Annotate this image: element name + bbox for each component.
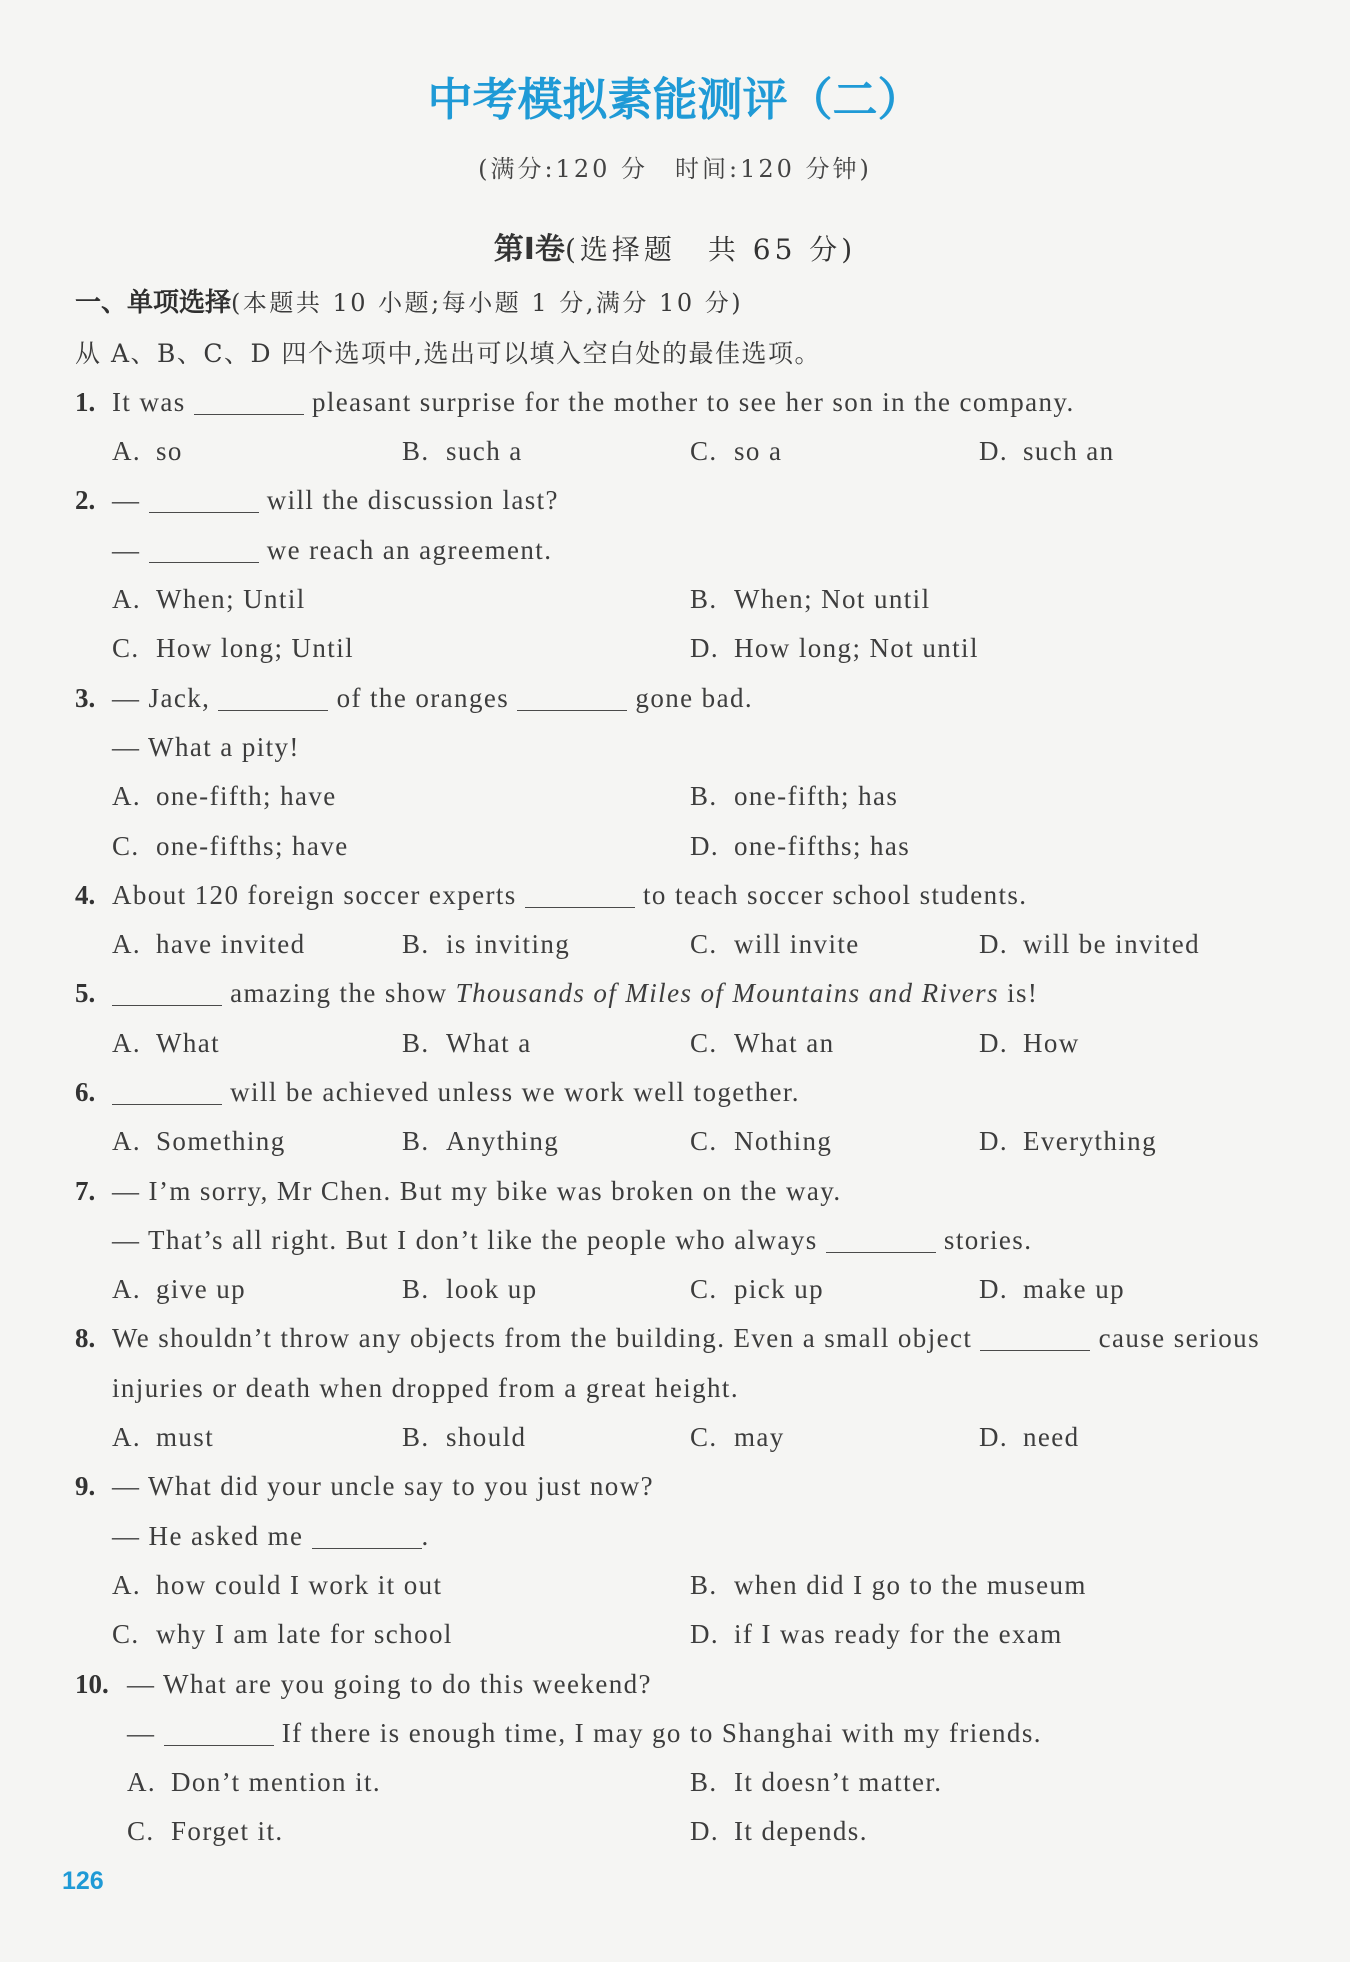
answer-blank	[112, 1104, 222, 1105]
option-text: Anything	[446, 1126, 560, 1157]
option-row	[0, 772, 1350, 821]
section-header	[0, 228, 1350, 272]
question-number: 8.	[75, 1323, 96, 1354]
question-stem-line	[0, 1068, 1350, 1117]
question-6	[0, 1068, 1350, 1167]
question-text: stories.	[935, 1224, 1033, 1255]
option-label: D.	[690, 830, 720, 861]
question-2	[0, 476, 1350, 673]
question-stem	[112, 1216, 1032, 1265]
question-stem-line	[0, 1709, 1350, 1758]
option-label: A.	[127, 1767, 157, 1798]
section-label: 第Ⅰ卷	[493, 232, 565, 267]
option-row	[0, 1561, 1350, 1610]
option-label: D.	[979, 436, 1009, 467]
answer-blank	[980, 1350, 1090, 1351]
option-row	[0, 1265, 1350, 1314]
option-text: one-fifth; have	[156, 781, 337, 812]
answer-blank	[517, 710, 627, 711]
question-stem	[112, 1512, 430, 1561]
option-label: D.	[690, 1816, 720, 1847]
option-label: A.	[112, 1569, 142, 1600]
option-text: How long; Not until	[734, 633, 979, 664]
option-label: C.	[690, 1126, 718, 1157]
question-stem	[112, 378, 1075, 427]
question-stem	[112, 1068, 800, 1117]
question-text: will be achieved unless we work well together.	[222, 1077, 800, 1107]
question-text: of the oranges	[328, 682, 518, 713]
option-a	[112, 772, 337, 821]
option-label: B.	[690, 584, 718, 615]
option-b	[690, 575, 930, 624]
option-text: one-fifths; have	[156, 830, 349, 861]
option-text: will invite	[734, 929, 860, 960]
option-d	[979, 427, 1115, 476]
part-heading	[0, 279, 1350, 328]
part-detail: (本题共 10 小题;每小题 1 分,满分 10 分)	[231, 289, 744, 318]
option-label: A.	[112, 1126, 142, 1157]
question-stem	[112, 1314, 1260, 1363]
question-number: 9.	[75, 1471, 96, 1502]
question-stem-line	[0, 1364, 1350, 1413]
option-d	[979, 1413, 1080, 1462]
question-text: is!	[998, 978, 1039, 1009]
question-stem-line	[0, 674, 1350, 723]
option-row	[0, 1807, 1350, 1856]
question-stem	[112, 723, 300, 772]
option-text: How	[1023, 1027, 1080, 1058]
question-stem-line	[0, 969, 1350, 1018]
option-label: B.	[402, 1422, 430, 1453]
option-row	[0, 427, 1350, 476]
question-text: —	[112, 485, 149, 516]
answer-blank	[164, 1745, 274, 1746]
question-text: — What a pity!	[112, 731, 300, 762]
question-text: We shouldn’t throw any objects from the building. Even a small object	[112, 1323, 981, 1354]
option-label: C.	[112, 633, 140, 664]
option-row	[0, 624, 1350, 673]
part-instruction-line	[0, 329, 1350, 378]
page-number: 126	[62, 1867, 104, 1895]
option-row	[0, 822, 1350, 871]
option-label: B.	[402, 1126, 430, 1157]
option-b	[402, 427, 523, 476]
question-text: gone bad.	[627, 682, 753, 713]
option-a	[112, 575, 306, 624]
option-text: It depends.	[734, 1816, 868, 1847]
question-stem-line	[0, 1512, 1350, 1561]
option-label: A.	[112, 436, 142, 467]
question-stem	[112, 674, 753, 723]
option-row	[0, 1758, 1350, 1807]
option-text: why I am late for school	[156, 1619, 453, 1650]
question-4	[0, 871, 1350, 970]
option-text: give up	[156, 1274, 247, 1305]
question-number: 4.	[75, 879, 96, 910]
option-a	[112, 920, 306, 969]
option-label: C.	[112, 1619, 140, 1650]
question-stem	[112, 871, 1027, 920]
question-stem	[112, 526, 552, 575]
question-stem-line	[0, 1167, 1350, 1216]
option-d	[979, 1265, 1125, 1314]
option-label: A.	[112, 584, 142, 615]
question-text: injuries or death when dropped from a great height.	[112, 1372, 739, 1403]
option-label: C.	[690, 1422, 718, 1453]
question-text: —	[112, 534, 149, 565]
option-row	[0, 1610, 1350, 1659]
answer-blank	[826, 1252, 936, 1253]
option-text: may	[734, 1422, 785, 1453]
question-10	[0, 1660, 1350, 1857]
option-a	[127, 1758, 381, 1807]
option-text: such a	[446, 436, 523, 467]
option-d	[979, 1117, 1157, 1166]
part-instruction: 从 A、B、C、D 四个选项中,选出可以填入空白处的最佳选项。	[75, 338, 821, 368]
option-text: What a	[446, 1027, 532, 1058]
question-text: — That’s all right. But I don’t like the people who always	[112, 1224, 826, 1255]
option-c	[690, 1117, 832, 1166]
option-c	[690, 1019, 835, 1068]
option-d	[979, 1019, 1080, 1068]
option-label: D.	[979, 929, 1009, 960]
option-b	[690, 1758, 942, 1807]
option-label: B.	[690, 781, 718, 812]
option-a	[112, 1413, 214, 1462]
question-1	[0, 378, 1350, 477]
option-text: When; Until	[156, 584, 306, 615]
answer-blank	[312, 1548, 422, 1549]
option-text: What	[156, 1027, 221, 1058]
option-c	[690, 920, 860, 969]
question-number: 1.	[75, 386, 96, 417]
option-label: C.	[112, 830, 140, 861]
answer-blank	[112, 1005, 222, 1006]
option-text: Forget it.	[171, 1816, 284, 1847]
option-label: B.	[690, 1767, 718, 1798]
option-text: one-fifths; has	[734, 830, 911, 861]
answer-blank	[149, 512, 259, 513]
question-text: — What did your uncle say to you just now?	[112, 1471, 654, 1502]
option-a	[112, 1561, 442, 1610]
option-c	[690, 1413, 785, 1462]
option-text: need	[1023, 1422, 1080, 1453]
question-text: to teach soccer school students.	[634, 879, 1028, 910]
question-stem	[127, 1660, 652, 1709]
option-text: one-fifth; has	[734, 781, 899, 812]
option-text: should	[446, 1422, 527, 1453]
option-b	[402, 1413, 526, 1462]
answer-blank	[149, 562, 259, 563]
option-row	[0, 575, 1350, 624]
option-b	[402, 1117, 559, 1166]
question-text: pleasant surprise for the mother to see her son in the company.	[303, 386, 1075, 417]
option-text: look up	[446, 1274, 538, 1305]
question-text: About 120 foreign soccer experts	[112, 879, 525, 910]
question-text: —	[127, 1717, 164, 1748]
option-label: C.	[690, 929, 718, 960]
question-text: — Jack,	[112, 682, 219, 713]
option-label: C.	[690, 1027, 718, 1058]
question-stem-line	[0, 378, 1350, 427]
question-stem-line	[0, 1660, 1350, 1709]
option-label: A.	[112, 929, 142, 960]
option-c	[690, 1265, 824, 1314]
question-number: 5.	[75, 978, 96, 1009]
option-c	[112, 822, 349, 871]
option-text: How long; Until	[156, 633, 355, 664]
option-b	[690, 1561, 1087, 1610]
option-text: Nothing	[734, 1126, 833, 1157]
section-detail: (选择题 共 65 分)	[564, 233, 857, 266]
option-b	[402, 920, 570, 969]
option-d	[690, 822, 910, 871]
option-label: D.	[979, 1126, 1009, 1157]
option-d	[979, 920, 1200, 969]
option-d	[690, 1807, 868, 1856]
option-c	[690, 427, 782, 476]
question-stem	[112, 1364, 739, 1413]
option-text: pick up	[734, 1274, 825, 1305]
option-label: C.	[690, 436, 718, 467]
question-3	[0, 674, 1350, 871]
option-b	[402, 1265, 538, 1314]
question-stem-line	[0, 1314, 1350, 1363]
question-list	[0, 279, 1350, 1857]
answer-blank	[194, 414, 304, 415]
option-label: B.	[402, 1274, 430, 1305]
option-label: B.	[402, 436, 430, 467]
exam-title: 中考模拟素能测评（二）	[427, 73, 923, 126]
question-stem	[127, 1709, 1042, 1758]
option-label: A.	[112, 1027, 142, 1058]
option-label: C.	[690, 1274, 718, 1305]
option-text: have invited	[156, 929, 306, 960]
question-text: we reach an agreement.	[258, 534, 553, 565]
option-text: Everything	[1023, 1126, 1157, 1157]
question-stem-line	[0, 871, 1350, 920]
option-a	[112, 1019, 220, 1068]
question-text: will the discussion last?	[258, 485, 559, 516]
question-text: amazing the show	[222, 978, 456, 1009]
option-text: such an	[1023, 436, 1115, 467]
option-text: What an	[734, 1027, 835, 1058]
option-label: B.	[402, 1027, 430, 1058]
option-a	[112, 1265, 246, 1314]
option-text: It doesn’t matter.	[734, 1767, 943, 1798]
option-text: Something	[156, 1126, 286, 1157]
option-text: if I was ready for the exam	[734, 1619, 1063, 1650]
option-label: D.	[690, 1619, 720, 1650]
question-stem-line	[0, 1216, 1350, 1265]
question-5	[0, 969, 1350, 1068]
question-stem	[112, 969, 1038, 1018]
question-text: cause serious	[1090, 1323, 1260, 1354]
question-number: 3.	[75, 682, 96, 713]
question-9	[0, 1462, 1350, 1659]
option-row	[0, 920, 1350, 969]
option-a	[112, 427, 183, 476]
question-7	[0, 1167, 1350, 1315]
answer-blank	[218, 710, 328, 711]
option-label: D.	[979, 1027, 1009, 1058]
option-label: D.	[690, 633, 720, 664]
question-stem-line	[0, 1462, 1350, 1511]
question-text: — He asked me	[112, 1520, 312, 1551]
option-row	[0, 1413, 1350, 1462]
question-text: — What are you going to do this weekend?	[127, 1668, 652, 1699]
question-stem	[112, 1167, 842, 1216]
option-text: so	[156, 436, 183, 467]
question-stem	[112, 1462, 654, 1511]
option-text: When; Not until	[734, 584, 931, 615]
question-text: It was	[112, 386, 194, 417]
part-title: 一、单项选择	[75, 288, 232, 319]
option-d	[690, 1610, 1063, 1659]
option-text: make up	[1023, 1274, 1126, 1305]
option-c	[127, 1807, 284, 1856]
option-b	[402, 1019, 532, 1068]
option-c	[112, 1610, 453, 1659]
option-b	[690, 772, 898, 821]
question-number: 6.	[75, 1077, 96, 1107]
option-a	[112, 1117, 286, 1166]
question-text: — I’m sorry, Mr Chen. But my bike was broken on the way.	[112, 1175, 842, 1206]
part-heading-text	[75, 279, 743, 328]
option-text: will be invited	[1023, 929, 1200, 960]
answer-blank	[525, 907, 635, 908]
question-stem-line	[0, 526, 1350, 575]
option-text: so a	[734, 436, 783, 467]
option-d	[690, 624, 979, 673]
question-stem-line	[0, 476, 1350, 525]
option-label: D.	[979, 1422, 1009, 1453]
option-label: B.	[690, 1569, 718, 1600]
exam-info: (满分:120 分 时间:120 分钟)	[478, 155, 872, 183]
question-number: 7.	[75, 1175, 96, 1206]
option-label: A.	[112, 1422, 142, 1453]
italic-title: Thousands of Miles of Mountains and Rivers	[455, 978, 999, 1009]
question-text: .	[421, 1520, 430, 1551]
question-number: 2.	[75, 485, 96, 516]
question-8	[0, 1314, 1350, 1462]
option-label: D.	[979, 1274, 1009, 1305]
question-number: 10.	[75, 1668, 109, 1699]
option-text: when did I go to the museum	[734, 1569, 1087, 1600]
option-text: Don’t mention it.	[171, 1767, 382, 1798]
option-c	[112, 624, 354, 673]
question-stem	[112, 476, 559, 525]
option-text: how could I work it out	[156, 1569, 443, 1600]
option-label: B.	[402, 929, 430, 960]
option-label: C.	[127, 1816, 155, 1847]
option-label: A.	[112, 781, 142, 812]
option-row	[0, 1019, 1350, 1068]
option-text: is inviting	[446, 929, 571, 960]
option-row	[0, 1117, 1350, 1166]
question-stem-line	[0, 723, 1350, 772]
option-label: A.	[112, 1274, 142, 1305]
option-text: must	[156, 1422, 215, 1453]
question-text: If there is enough time, I may go to Shanghai with my friends.	[273, 1717, 1042, 1748]
